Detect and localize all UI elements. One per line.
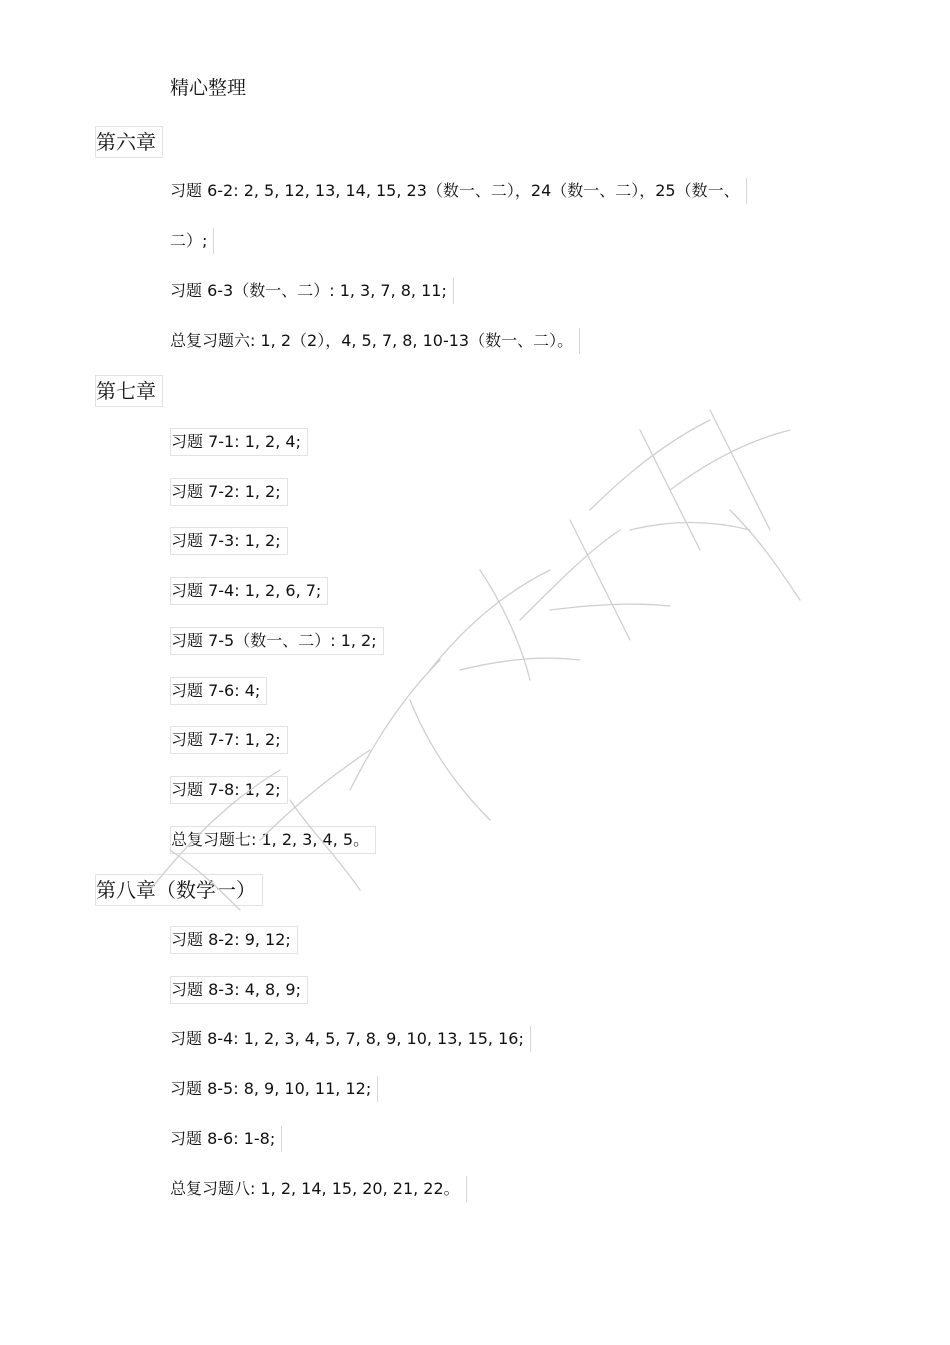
exercise-6-3: 习题 6-3（数一、二）: 1, 3, 7, 8, 11; [170, 278, 454, 304]
exercise-7-2: 习题 7-2: 1, 2; [170, 478, 288, 506]
exercise-7-3: 习题 7-3: 1, 2; [170, 527, 288, 555]
exercise-8-2: 习题 8-2: 9, 12; [170, 926, 298, 954]
exercise-7-4: 习题 7-4: 1, 2, 6, 7; [170, 577, 328, 605]
review-7: 总复习题七: 1, 2, 3, 4, 5。 [170, 826, 376, 854]
exercise-8-6: 习题 8-6: 1-8; [170, 1126, 282, 1152]
exercise-7-6: 习题 7-6: 4; [170, 677, 267, 705]
chapter-7-heading: 第七章 [95, 375, 163, 407]
exercise-7-5: 习题 7-5（数一、二）: 1, 2; [170, 627, 384, 655]
exercise-6-2: 习题 6-2: 2, 5, 12, 13, 14, 15, 23（数一、二），24（数一、二），25（数一、 [170, 178, 747, 204]
exercise-7-1: 习题 7-1: 1, 2, 4; [170, 428, 308, 456]
exercise-7-7: 习题 7-7: 1, 2; [170, 726, 288, 754]
review-6: 总复习题六: 1, 2（2），4, 5, 7, 8, 10-13（数一、二）。 [170, 328, 580, 354]
exercise-7-8: 习题 7-8: 1, 2; [170, 776, 288, 804]
review-8: 总复习题八: 1, 2, 14, 15, 20, 21, 22。 [170, 1176, 467, 1202]
exercise-8-5: 习题 8-5: 8, 9, 10, 11, 12; [170, 1076, 378, 1102]
chapter-6-heading: 第六章 [95, 126, 163, 158]
exercise-8-3: 习题 8-3: 4, 8, 9; [170, 976, 308, 1004]
chapter-8-heading: 第八章（数学一） [95, 874, 263, 906]
exercise-6-2-cont: 二）; [170, 228, 214, 254]
page-title: 精心整理 [170, 77, 247, 99]
exercise-8-4: 习题 8-4: 1, 2, 3, 4, 5, 7, 8, 9, 10, 13, 15, 16; [170, 1026, 531, 1052]
